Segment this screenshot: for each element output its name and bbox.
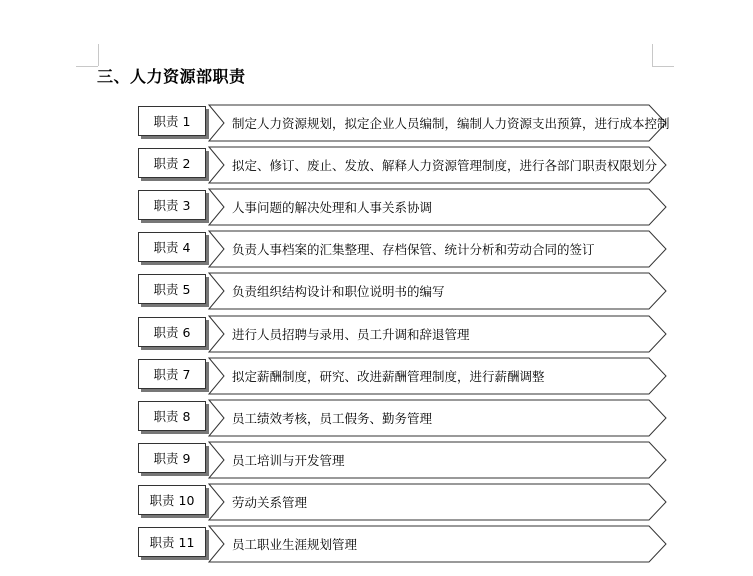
section-title: 三、人力资源部职责 bbox=[97, 67, 246, 86]
duty-description: 进行人员招聘与录用、员工升调和辞退管理 bbox=[232, 326, 470, 342]
duty-description: 制定人力资源规划，拟定企业人员编制，编制人力资源支出预算，进行成本控制 bbox=[232, 116, 670, 131]
duty-label: 职责 6 bbox=[138, 317, 206, 347]
page-margin-mark-top-right bbox=[652, 44, 653, 66]
duty-row bbox=[138, 146, 668, 184]
duty-row bbox=[138, 399, 668, 437]
duty-label: 职责 4 bbox=[138, 232, 206, 262]
duty-description: 人事问题的解决处理和人事关系协调 bbox=[232, 200, 433, 216]
duty-row bbox=[138, 230, 668, 268]
page-margin-mark-top-left-horizontal bbox=[76, 66, 98, 67]
duty-row bbox=[138, 441, 668, 479]
duty-label: 职责 7 bbox=[138, 359, 206, 389]
duty-row bbox=[138, 272, 668, 310]
duty-label: 职责 3 bbox=[138, 190, 206, 220]
duty-label: 职责 11 bbox=[138, 527, 206, 557]
duty-label: 职责 5 bbox=[138, 274, 206, 304]
duty-label: 职责 9 bbox=[138, 443, 206, 473]
duty-label: 职责 2 bbox=[138, 148, 206, 178]
duty-row bbox=[138, 525, 668, 563]
page-margin-mark-top-right-horizontal bbox=[652, 66, 674, 67]
duty-description: 负责组织结构设计和职位说明书的编写 bbox=[232, 284, 445, 300]
duty-description: 拟定薪酬制度，研究、改进薪酬管理制度，进行薪酬调整 bbox=[232, 368, 545, 384]
duty-description: 员工职业生涯规划管理 bbox=[232, 537, 358, 552]
duty-label: 职责 1 bbox=[138, 106, 206, 136]
duty-label: 职责 10 bbox=[138, 485, 206, 515]
duty-row bbox=[138, 188, 668, 226]
duty-row bbox=[138, 315, 668, 353]
duty-description: 劳动关系管理 bbox=[232, 494, 308, 510]
duty-row bbox=[138, 483, 668, 521]
duty-description: 负责人事档案的汇集整理、存档保管、统计分析和劳动合同的签订 bbox=[232, 242, 595, 258]
duty-description: 拟定、修订、废止、发放、解释人力资源管理制度，进行各部门职责权限划分 bbox=[232, 158, 658, 174]
duty-label: 职责 8 bbox=[138, 401, 206, 431]
duty-description: 员工培训与开发管理 bbox=[232, 452, 345, 468]
page-margin-mark-top-left bbox=[98, 44, 99, 66]
duty-row bbox=[138, 357, 668, 395]
duty-row bbox=[138, 104, 668, 142]
duty-description: 员工绩效考核，员工假务、勤务管理 bbox=[232, 410, 433, 426]
